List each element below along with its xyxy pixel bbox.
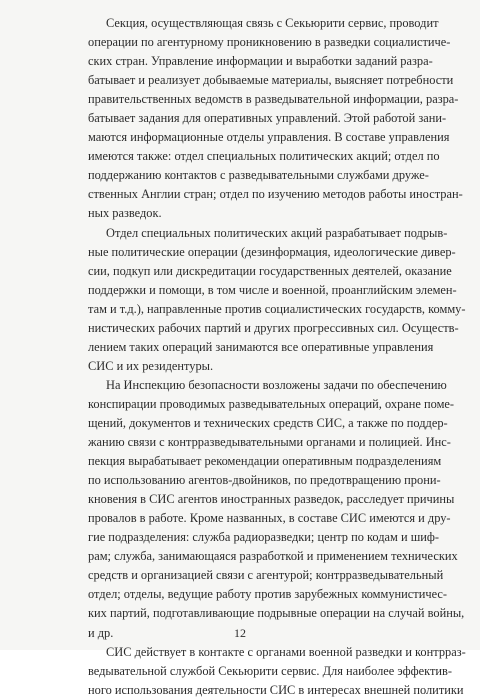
- text-line: и др.: [88, 625, 114, 640]
- text-line: Отдел специальных политических акций разрабатывает подрыв-: [106, 225, 448, 240]
- text-line: рам; служба, занимающаяся разработкой и применением технических: [88, 549, 458, 564]
- text-line: правительственных ведомств в разведывательной информации, разра-: [88, 92, 459, 107]
- text-line: ственных Англии стран; отдел по изучению методов работы иностран-: [88, 187, 463, 202]
- text-line: жанию связи с контрразведывательными органами и полицией. Инс-: [88, 435, 451, 450]
- text-line: батывает и реализует добываемые материалы, выясняет потребности: [88, 73, 454, 88]
- text-line: СИС и их резидентуры.: [88, 358, 214, 373]
- text-line: ные политические операции (дезинформация, идеологические дивер-: [88, 244, 456, 259]
- text-line: гие подразделения: служба радиоразведки; центр по кодам и шиф-: [88, 530, 440, 545]
- paragraph: [88, 14, 463, 224]
- text-line: поддержки и помощи, в том числе и военной, проанглийским элемен-: [88, 282, 457, 297]
- text-line: ного использования деятельности СИС в интересах внешней политики: [88, 682, 464, 697]
- text-line: ких партий, подготавливающие подрывные операции на случай войны,: [88, 606, 465, 621]
- body-text: [88, 14, 466, 700]
- text-line: маются информационные отделы управления. В составе управления: [88, 130, 450, 145]
- text-line: СИС действует в контакте с органами военной разведки и контрраз-: [106, 644, 466, 659]
- text-line: батывает задания для оперативных управлений. Этой работой зани-: [88, 111, 447, 126]
- text-line: кновения в СИС агентов иностранных разведок, расследует причины: [88, 492, 455, 507]
- text-line: поддержанию контактов с разведывательными службами друже-: [88, 168, 429, 183]
- paragraph: [88, 224, 466, 376]
- text-line: сии, подкуп или дискредитации государственных деятелей, оказание: [88, 263, 452, 278]
- text-line: там и т.д.), направленные против социалистических государств, комму-: [88, 301, 466, 316]
- paragraph: [88, 643, 466, 700]
- text-line: отдел; отделы, ведущие работу против зарубежных коммунистичес-: [88, 587, 448, 602]
- text-line: средств и организацией связи с агентурой; контрразведывательный: [88, 568, 444, 583]
- text-line: операции по агентурному проникновению в разведки социалистиче-: [88, 35, 451, 50]
- text-line: лением таких операций занимаются все оперативные управления: [88, 339, 434, 354]
- text-line: ведывательной службой Секьюрити сервис. Для наиболее эффектив-: [88, 663, 453, 678]
- text-line: конспирации проводимых разведывательных операций, охране поме-: [88, 396, 455, 411]
- text-line: нистических рабочих партий и других прогрессивных сил. Осуществ-: [88, 320, 459, 335]
- paragraph: [88, 376, 465, 643]
- text-line: ских стран. Управление информации и выработки заданий разра-: [88, 54, 433, 69]
- page-number: 12: [234, 626, 246, 640]
- text-line: имеются также: отдел специальных политических акций; отдел по: [88, 149, 440, 164]
- text-line: На Инспекцию безопасности возложены задачи по обеспечению: [106, 377, 447, 392]
- text-line: щений, документов и технических средств СИС, а также по поддер-: [88, 415, 448, 430]
- text-line: ных разведок.: [88, 206, 162, 221]
- text-line: пекция вырабатывает рекомендации оперативным подразделениям: [88, 454, 442, 469]
- text-line: по использованию агентов-двойников, по предотвращению прони-: [88, 473, 441, 488]
- text-line: Секция, осуществляющая связь с Секьюрити сервис, проводит: [106, 16, 439, 30]
- text-line: провалов в работе. Кроме названных, в составе СИС имеются и дру-: [88, 511, 451, 526]
